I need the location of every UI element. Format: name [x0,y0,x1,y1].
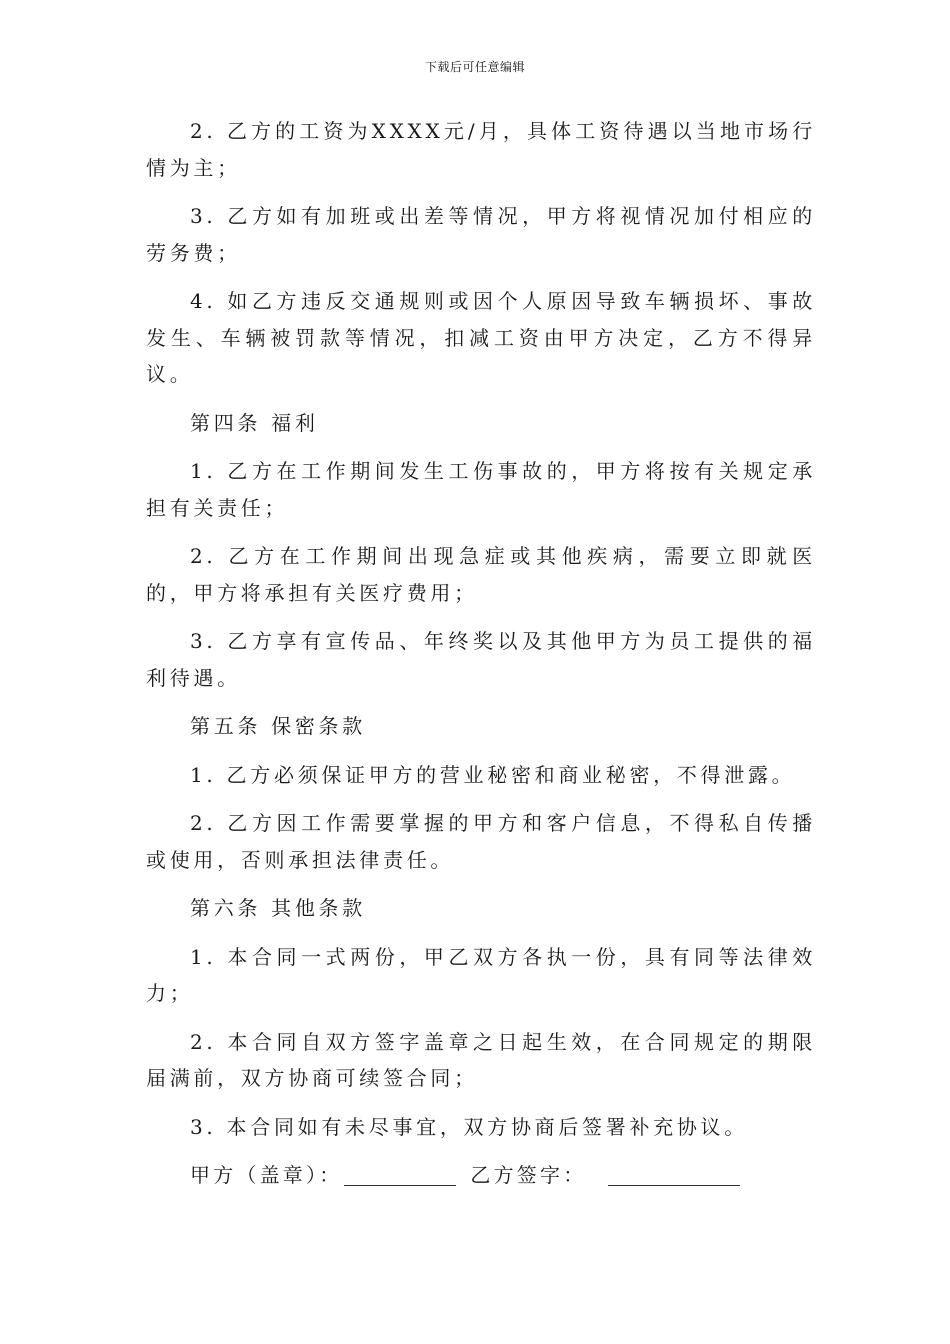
party-b-signature-blank[interactable] [608,1163,740,1186]
clause-supplementary: 3. 本合同如有未尽事宜，双方协商后签署补充协议。 [190,1114,748,1139]
clause-overtime-pay: 3. 乙方如有加班或出差等情况，甲方将视情况加付相应的劳务费； [146,204,816,265]
clause-customer-info: 2. 乙方因工作需要掌握的甲方和客户信息，不得私自传播或使用，否则承担法律责任。 [146,811,816,872]
document-body [146,113,816,1194]
section-heading-confidentiality: 第五条 保密条款 [190,714,366,738]
clause-trade-secrets: 1. 乙方必须保证甲方的营业秘密和商业秘密，不得泄露。 [190,762,796,787]
clause-effective-date: 2. 本合同自双方签字盖章之日起生效，在合同规定的期限届满前，双方协商可续签合同； [146,1029,816,1090]
section-heading-other: 第六条 其他条款 [190,896,366,920]
clause-benefits: 3. 乙方享有宣传品、年终奖以及其他甲方为员工提供的福利待遇。 [146,629,816,690]
party-a-label: 甲方（盖章）： [190,1163,343,1187]
page-header: 下载后可任意编辑 [424,60,525,74]
clause-copies: 1. 本合同一式两份，甲乙双方各执一份，具有同等法律效力； [146,944,816,1005]
signature-line [146,1157,816,1194]
section-heading-welfare: 第四条 福利 [190,410,319,435]
clause-work-injury: 1. 乙方在工作期间发生工伤事故的，甲方将按有关规定承担有关责任； [146,459,816,520]
clause-salary-amount: 2. 乙方的工资为XXXX元/月，具体工资待遇以当地市场行情为主； [146,119,816,180]
party-b-label: 乙方签字： [470,1163,587,1187]
party-a-seal-blank[interactable] [344,1163,456,1186]
clause-medical: 2. 乙方在工作期间出现急症或其他疾病，需要立即就医的，甲方将承担有关医疗费用； [146,544,816,605]
clause-traffic-violation: 4. 如乙方违反交通规则或因个人原因导致车辆损坏、事故发生、车辆被罚款等情况，扣减工资由甲方决定，乙方不得异议。 [146,289,816,386]
